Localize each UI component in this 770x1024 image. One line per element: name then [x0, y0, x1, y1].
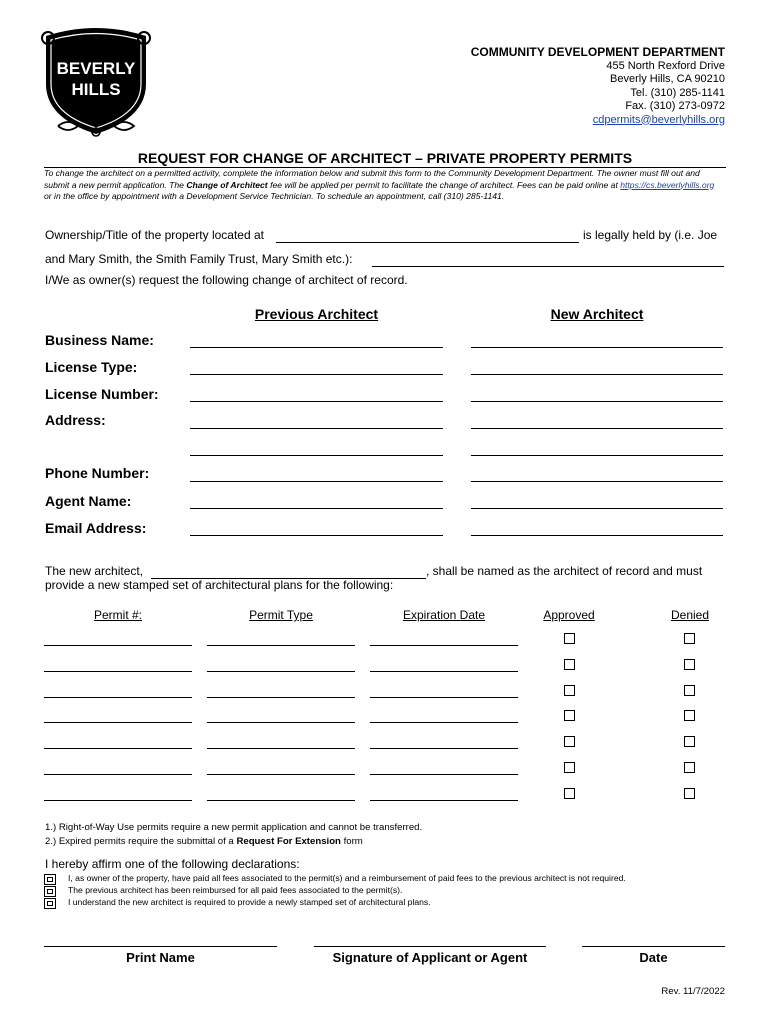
permit-type-field[interactable] — [207, 748, 355, 749]
approved-checkbox[interactable] — [564, 633, 575, 644]
approved-checkbox[interactable] — [564, 736, 575, 747]
new-address-field-1[interactable] — [471, 428, 723, 429]
declaration-checkbox-2[interactable] — [44, 886, 56, 897]
agent-label: Agent Name: — [45, 493, 132, 509]
address-line2: Beverly Hills, CA 90210 — [610, 73, 725, 85]
previous-architect-heading: Previous Architect — [254, 306, 379, 322]
logo-line2: HILLS — [71, 80, 121, 99]
instructions — [44, 168, 724, 203]
previous-address-field-1[interactable] — [190, 428, 443, 429]
signature-label: Signature of Applicant or Agent — [332, 950, 528, 965]
expiration-date-field[interactable] — [370, 748, 518, 749]
license-number-label: License Number: — [45, 386, 159, 402]
note-2-end: form — [340, 836, 363, 847]
business-name-label: Business Name: — [45, 332, 154, 348]
ownership-request: I/We as owner(s) request the following change of architect of record. — [45, 273, 408, 287]
permit-type-header: Permit Type — [249, 608, 313, 622]
email-label: Email Address: — [45, 520, 147, 536]
denied-checkbox[interactable] — [684, 633, 695, 644]
payment-link[interactable]: https://cs.beverlyhills.org — [620, 179, 715, 190]
new-address-field-2[interactable] — [471, 455, 723, 456]
ownership-label-1: Ownership/Title of the property located at — [45, 228, 264, 242]
denied-checkbox[interactable] — [684, 710, 695, 721]
permit-number-field[interactable] — [44, 748, 192, 749]
declaration-checkbox-1[interactable] — [44, 874, 56, 885]
email-link[interactable]: cdpermits@beverlyhills.org — [592, 113, 725, 126]
denied-checkbox[interactable] — [684, 659, 695, 670]
expiration-date-field[interactable] — [370, 800, 518, 801]
new-license-type-field[interactable] — [471, 374, 723, 375]
revision-date: Rev. 11/7/2022 — [661, 986, 725, 997]
permit-number-field[interactable] — [44, 671, 192, 672]
declaration-2: The previous architect has been reimbursed for all paid fees associated to the permit(s). — [68, 885, 403, 895]
beverly-hills-logo — [38, 22, 154, 140]
address-line1: 455 North Rexford Drive — [606, 59, 725, 72]
property-address-field[interactable] — [276, 242, 579, 243]
permit-number-field[interactable] — [44, 645, 192, 646]
ownership-label-3: and Mary Smith, the Smith Family Trust, Mary Smith etc.): — [45, 252, 353, 266]
address-label: Address: — [45, 412, 106, 428]
new-architect-label: The new architect, — [45, 564, 144, 578]
date-field[interactable] — [582, 946, 725, 947]
previous-email-field[interactable] — [190, 535, 443, 536]
new-architect-text-2: provide a new stamped set of architectural plans for the following: — [45, 578, 394, 592]
owner-name-field[interactable] — [372, 266, 724, 267]
new-agent-field[interactable] — [471, 508, 723, 509]
new-architect-heading: New Architect — [550, 306, 644, 322]
permit-type-field[interactable] — [207, 697, 355, 698]
note-1: 1.) Right-of-Way Use permits require a new permit application and cannot be transferred. — [45, 822, 423, 833]
declaration-1: I, as owner of the property, have paid all fees associated to the permit(s) and a reimbursement of paid fees to the previous architect is not required. — [68, 873, 626, 883]
intro-text-1: To change the architect on a permitted activity, complete the information below and submit this form to the Community Development Department. The owner must fill out and submit a new permit application. The — [44, 168, 700, 190]
telephone: Tel. (310) 285-1141 — [630, 86, 725, 99]
approved-checkbox[interactable] — [564, 788, 575, 799]
intro-bold: Change of Architect — [186, 179, 268, 190]
denied-checkbox[interactable] — [684, 685, 695, 696]
previous-business-name-field[interactable] — [190, 347, 443, 348]
expiration-date-field[interactable] — [370, 774, 518, 775]
permit-type-field[interactable] — [207, 645, 355, 646]
denied-checkbox[interactable] — [684, 788, 695, 799]
previous-license-number-field[interactable] — [190, 401, 443, 402]
fax: Fax. (310) 273-0972 — [625, 100, 725, 112]
department-header — [471, 46, 725, 127]
approved-header: Approved — [543, 608, 595, 622]
department-name: COMMUNITY DEVELOPMENT DEPARTMENT — [470, 45, 725, 59]
new-license-number-field[interactable] — [471, 401, 723, 402]
expiration-date-header: Expiration Date — [402, 608, 486, 622]
previous-license-type-field[interactable] — [190, 374, 443, 375]
expiration-date-field[interactable] — [370, 697, 518, 698]
permit-type-field[interactable] — [207, 671, 355, 672]
expiration-date-field[interactable] — [370, 671, 518, 672]
approved-checkbox[interactable] — [564, 659, 575, 670]
permit-number-field[interactable] — [44, 774, 192, 775]
approved-checkbox[interactable] — [564, 710, 575, 721]
intro-text-2: fee will be applied per permit to facilitate the change of architect. Fees can be paid online at — [267, 179, 621, 190]
print-name-label: Print Name — [126, 950, 195, 965]
phone-label: Phone Number: — [45, 465, 150, 481]
logo-line1: BEVERLY — [56, 59, 136, 78]
signature-field[interactable] — [314, 946, 546, 947]
expiration-date-field[interactable] — [370, 722, 518, 723]
new-architect-text: , shall be named as the architect of record and must — [426, 564, 703, 578]
license-type-label: License Type: — [45, 359, 138, 375]
permit-type-field[interactable] — [207, 722, 355, 723]
ownership-label-2: is legally held by (i.e. Joe — [583, 228, 718, 242]
new-phone-field[interactable] — [471, 481, 723, 482]
permit-number-field[interactable] — [44, 800, 192, 801]
approved-checkbox[interactable] — [564, 685, 575, 696]
denied-checkbox[interactable] — [684, 736, 695, 747]
denied-checkbox[interactable] — [684, 762, 695, 773]
new-email-field[interactable] — [471, 535, 723, 536]
intro-text-3: or in the office by appointment with a Development Service Technician. To schedule an appointment, call (310) 285-1141. — [44, 191, 505, 201]
form-title: REQUEST FOR CHANGE OF ARCHITECT – PRIVATE PROPERTY PERMITS — [137, 150, 633, 166]
permit-type-field[interactable] — [207, 800, 355, 801]
date-label: Date — [639, 950, 668, 965]
previous-agent-field[interactable] — [190, 508, 443, 509]
denied-header: Denied — [670, 608, 710, 622]
approved-checkbox[interactable] — [564, 762, 575, 773]
permit-number-header: Permit #: — [93, 608, 142, 622]
affirm-heading: I hereby affirm one of the following declarations: — [45, 857, 300, 871]
declaration-checkbox-3[interactable] — [44, 898, 56, 909]
permit-number-field[interactable] — [44, 722, 192, 723]
note-2-text: 2.) Expired permits require the submittal of a — [45, 836, 237, 847]
note-2 — [45, 836, 363, 847]
permit-number-field[interactable] — [44, 697, 192, 698]
declaration-3: I understand the new architect is required to provide a newly stamped set of architectural plans. — [68, 897, 431, 907]
new-business-name-field[interactable] — [471, 347, 723, 348]
permit-type-field[interactable] — [207, 774, 355, 775]
note-2-bold: Request For Extension — [236, 836, 341, 847]
expiration-date-field[interactable] — [370, 645, 518, 646]
previous-phone-field[interactable] — [190, 481, 443, 482]
print-name-field[interactable] — [44, 946, 277, 947]
previous-address-field-2[interactable] — [190, 455, 443, 456]
